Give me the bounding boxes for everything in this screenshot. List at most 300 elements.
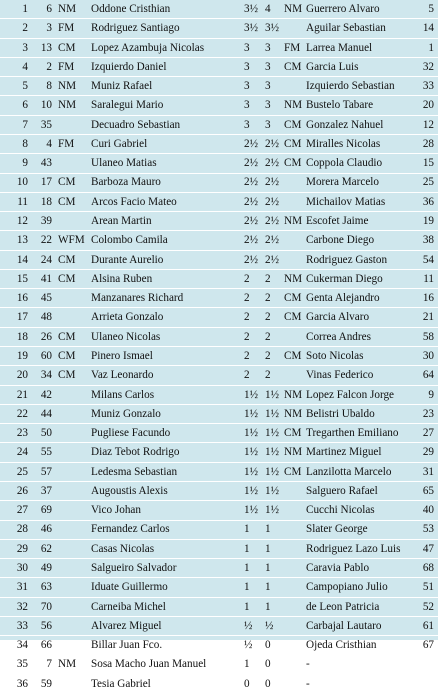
table-row [0,77,438,96]
white-seed: 55 [40,446,52,459]
black-seed: 5 [428,3,434,15]
black-title: CM [284,118,302,131]
black-player-name: Campopiano Julio [306,581,388,594]
white-points: 1½ [244,427,258,440]
white-player-name: Alsina Ruben [91,272,153,285]
white-points: 3 [244,41,250,54]
white-seed: 6 [46,3,52,15]
white-points: 2 [244,272,250,285]
black-points: 1½ [265,407,279,420]
board-number: 7 [22,118,28,131]
board-number: 33 [16,619,28,632]
white-player-name: Arcos Facio Mateo [91,195,177,208]
white-player-name: Arrieta Gonzalo [91,311,164,324]
white-points: 2½ [244,234,258,247]
white-points: 2½ [244,137,258,150]
table-row [0,559,438,578]
black-points: 1½ [265,388,279,401]
black-player-name: Carbajal Lautaro [306,619,382,632]
black-player-name: Coppola Claudio [306,157,383,170]
table-row [0,617,438,636]
white-seed: 50 [40,427,52,440]
black-player-name: de Leon Patricia [306,600,380,613]
white-points: ½ [244,619,253,632]
table-row [0,308,438,327]
white-seed: 37 [40,484,52,497]
white-points: 1 [244,562,250,575]
black-seed: 52 [422,600,434,613]
black-player-name: Lanzilotta Marcelo [306,465,392,478]
white-seed: 13 [40,41,52,54]
black-seed: 58 [422,330,434,343]
black-points: 2½ [265,195,279,208]
black-seed: 38 [422,234,434,247]
white-seed: 4 [46,137,52,150]
white-seed: 26 [40,330,52,343]
table-row [0,443,438,462]
board-number: 35 [16,658,28,671]
black-player-name: - [306,677,310,690]
black-seed: 25 [422,176,434,189]
black-title: CM [284,427,302,440]
black-points: 2 [265,272,271,285]
white-seed: 60 [40,349,52,362]
black-points: 3 [265,60,271,73]
white-player-name: Iduate Guillermo [91,581,168,594]
white-seed: 7 [46,658,52,671]
black-player-name: Rodriguez Gaston [306,253,388,266]
white-seed: 44 [40,407,52,420]
black-seed: 11 [423,272,434,285]
board-number: 22 [16,407,28,420]
white-player-name: Ledesma Sebastian [91,465,178,478]
white-seed: 66 [40,639,52,652]
black-player-name: Tregarthen Emiliano [306,427,399,440]
black-points: 1 [265,600,271,613]
white-seed: 18 [40,195,52,208]
white-player-name: Tesia Gabriel [91,677,151,690]
black-seed: 32 [422,60,434,73]
black-points: 2 [265,330,271,343]
board-number: 6 [22,99,28,112]
black-seed: 65 [422,484,434,497]
white-seed: 62 [40,542,52,555]
board-number: 34 [16,639,28,652]
white-player-name: Barboza Mauro [91,176,161,189]
table-row [0,520,438,539]
board-number: 27 [16,504,28,517]
black-seed: 61 [422,619,434,632]
white-seed: 56 [40,619,52,632]
table-row [0,598,438,617]
white-seed: 48 [40,311,52,324]
white-title: NM [58,3,77,15]
black-seed: 64 [422,369,434,382]
white-player-name: Decuadro Sebastian [91,118,181,131]
black-points: ½ [265,619,274,632]
black-points: 1 [265,523,271,536]
board-number: 8 [22,137,28,150]
table-row [0,636,438,655]
white-points: 2½ [244,195,258,208]
black-points: 1 [265,542,271,555]
white-title: CM [58,195,76,208]
white-seed: 35 [40,118,52,131]
black-seed: 36 [422,195,434,208]
black-seed: 54 [422,253,434,266]
table-row [0,173,438,192]
black-player-name: Morera Marcelo [306,176,379,189]
black-seed: 51 [422,581,434,594]
white-player-name: Pinero Ismael [91,349,153,362]
white-seed: 57 [40,465,52,478]
board-number: 36 [16,677,28,690]
black-points: 1½ [265,484,279,497]
white-player-name: Augoustis Alexis [91,484,168,497]
white-title: FM [58,60,75,73]
white-points: 1 [244,523,250,536]
black-title: NM [284,215,303,228]
white-title: NM [58,99,77,112]
white-points: 2½ [244,215,258,228]
black-points: 0 [265,677,271,690]
table-row [0,270,438,289]
board-number: 1 [22,3,28,15]
table-row [0,405,438,424]
white-player-name: Salgueiro Salvador [91,562,177,575]
table-row [0,0,438,19]
white-player-name: Vico Johan [91,504,141,517]
board-number: 12 [16,215,28,228]
black-player-name: Rodriguez Lazo Luis [306,542,401,555]
black-player-name: Salguero Rafael [306,484,378,497]
table-row [0,463,438,482]
white-points: 1½ [244,446,258,459]
black-player-name: Larrea Manuel [306,41,373,54]
white-seed: 59 [40,677,52,690]
table-row [0,96,438,115]
black-points: 2½ [265,234,279,247]
board-number: 19 [16,349,28,362]
white-player-name: Carneiba Michel [91,600,166,613]
white-points: 3 [244,99,250,112]
white-player-name: Billar Juan Fco. [91,639,163,652]
black-title: FM [284,41,301,54]
board-number: 13 [16,234,28,247]
white-player-name: Pugliese Facundo [91,427,171,440]
black-seed: 1 [428,41,434,54]
white-player-name: Fernandez Carlos [91,523,170,536]
white-player-name: Ulaneo Matias [91,157,157,170]
white-title: CM [58,272,76,285]
black-player-name: Aguilar Sebastian [306,22,386,35]
black-seed: 47 [422,542,434,555]
white-player-name: Durante Aurelio [91,253,164,266]
black-player-name: Gonzalez Nahuel [306,118,384,131]
black-player-name: Soto Nicolas [306,349,364,362]
black-player-name: Martinez Miguel [306,446,382,459]
white-points: 1 [244,600,250,613]
black-title: NM [284,99,303,112]
black-points: 2½ [265,253,279,266]
white-title: CM [58,253,76,266]
board-number: 3 [22,41,28,54]
white-player-name: Muniz Rafael [91,80,153,93]
board-number: 20 [16,369,28,382]
board-number: 23 [16,427,28,440]
black-seed: 30 [422,349,434,362]
black-player-name: Caravia Pablo [306,562,370,575]
black-points: 2½ [265,137,279,150]
white-points: 2 [244,349,250,362]
table-row [0,154,438,173]
white-seed: 45 [40,292,52,305]
white-player-name: Curi Gabriel [91,137,148,150]
table-row [0,58,438,77]
board-number: 29 [16,542,28,555]
white-title: NM [58,658,77,671]
board-number: 25 [16,465,28,478]
black-seed: 16 [422,292,434,305]
white-title: CM [58,349,76,362]
white-points: 2½ [244,176,258,189]
white-seed: 69 [40,504,52,517]
table-row [0,193,438,212]
black-points: 1 [265,562,271,575]
black-player-name: Correa Andres [306,330,371,343]
board-number: 31 [16,581,28,594]
table-row [0,366,438,385]
white-seed: 49 [40,562,52,575]
white-points: 3 [244,118,250,131]
black-points: 1½ [265,504,279,517]
table-row [0,328,438,347]
table-row [0,501,438,520]
white-seed: 43 [40,157,52,170]
black-points: 1½ [265,446,279,459]
black-points: 2 [265,369,271,382]
black-player-name: Cucchi Nicolas [306,504,375,517]
table-row [0,135,438,154]
white-seed: 39 [40,215,52,228]
black-title: NM [284,407,303,420]
white-points: 2 [244,292,250,305]
black-title: CM [284,349,302,362]
black-player-name: Cukerman Diego [306,272,383,285]
black-title: NM [284,272,303,285]
board-number: 14 [16,253,28,266]
white-points: 1½ [244,484,258,497]
black-player-name: Garcia Alvaro [306,311,370,324]
board-number: 30 [16,562,28,575]
black-points: 1 [265,581,271,594]
white-player-name: Rodriguez Santiago [91,22,180,35]
white-player-name: Diaz Tebot Rodrigo [91,446,180,459]
white-points: 1½ [244,504,258,517]
board-number: 15 [16,272,28,285]
black-points: 3 [265,118,271,131]
black-player-name: Michailov Matias [306,195,386,208]
board-number: 21 [16,388,28,401]
table-row [0,116,438,135]
white-points: 1½ [244,465,258,478]
white-seed: 22 [40,234,52,247]
white-player-name: Sosa Macho Juan Manuel [91,658,207,671]
table-row [0,578,438,597]
black-points: 2½ [265,215,279,228]
black-title: NM [284,388,303,401]
black-player-name: - [306,658,310,671]
table-row [0,424,438,443]
black-points: 4 [265,3,271,15]
white-player-name: Vaz Leonardo [91,369,154,382]
white-seed: 17 [40,176,52,189]
board-number: 4 [22,60,28,73]
white-points: 2½ [244,253,258,266]
black-points: 3½ [265,22,279,35]
black-seed: 29 [422,446,434,459]
table-row [0,212,438,231]
white-seed: 2 [46,60,52,73]
white-seed: 42 [40,388,52,401]
table-row [0,39,438,58]
board-number: 16 [16,292,28,305]
board-number: 10 [16,176,28,189]
board-number: 5 [22,80,28,93]
black-seed: 15 [422,157,434,170]
black-player-name: Vinas Federico [306,369,374,382]
white-seed: 46 [40,523,52,536]
board-number: 11 [17,195,28,208]
black-points: 3 [265,99,271,112]
black-title: CM [284,311,302,324]
white-player-name: Manzanares Richard [91,292,184,305]
black-seed: 23 [422,407,434,420]
white-seed: 3 [46,22,52,35]
table-row [0,231,438,250]
white-title: WFM [58,234,85,247]
white-title: CM [58,41,76,54]
black-seed: 67 [422,639,434,652]
black-points: 2 [265,292,271,305]
white-title: FM [58,137,75,150]
black-player-name: Genta Alejandro [306,292,380,305]
black-title: CM [284,292,302,305]
black-points: 0 [265,639,271,652]
white-points: 3½ [244,3,258,15]
black-points: 1½ [265,427,279,440]
white-points: 2 [244,330,250,343]
black-points: 3 [265,41,271,54]
black-points: 3 [265,80,271,93]
black-points: 1½ [265,465,279,478]
black-seed: 12 [422,118,434,131]
white-player-name: Colombo Camila [91,234,168,247]
white-points: 2 [244,369,250,382]
white-title: CM [58,369,76,382]
black-title: CM [284,60,302,73]
table-row [0,347,438,366]
white-player-name: Ulaneo Nicolas [91,330,161,343]
white-points: 1 [244,658,250,671]
white-points: 1½ [244,388,258,401]
board-number: 17 [16,311,28,324]
white-seed: 24 [40,253,52,266]
table-row [0,675,438,694]
black-seed: 27 [422,427,434,440]
table-row [0,655,438,674]
black-seed: 31 [422,465,434,478]
black-seed: 33 [422,80,434,93]
black-points: 2½ [265,157,279,170]
black-player-name: Slater George [306,523,368,536]
white-points: 3½ [244,22,258,35]
black-seed: 19 [422,215,434,228]
white-points: 1 [244,542,250,555]
white-player-name: Oddone Cristhian [91,3,171,15]
black-player-name: Miralles Nicolas [306,137,381,150]
table-row [0,386,438,405]
board-number: 18 [16,330,28,343]
black-title: CM [284,137,302,150]
white-seed: 8 [46,80,52,93]
white-player-name: Saralegui Mario [91,99,164,112]
white-player-name: Izquierdo Daniel [91,60,167,73]
white-points: 0 [244,677,250,690]
black-player-name: Belistri Ubaldo [306,407,375,420]
white-title: NM [58,80,77,93]
board-number: 28 [16,523,28,536]
black-player-name: Guerrero Alvaro [306,3,380,15]
white-points: 3 [244,80,250,93]
black-seed: 14 [422,22,434,35]
white-points: 1½ [244,407,258,420]
white-player-name: Casas Nicolas [91,542,155,555]
black-player-name: Garcia Luis [306,60,359,73]
table-row [0,540,438,559]
white-points: 3 [244,60,250,73]
black-seed: 9 [428,388,434,401]
white-title: CM [58,176,76,189]
black-player-name: Bustelo Tabare [306,99,374,112]
board-number: 2 [22,22,28,35]
black-player-name: Ojeda Cristhian [306,639,377,652]
white-seed: 63 [40,581,52,594]
white-player-name: Milans Carlos [91,388,155,401]
black-seed: 28 [422,137,434,150]
white-seed: 34 [40,369,52,382]
black-seed: 20 [422,99,434,112]
black-seed: 68 [422,562,434,575]
black-player-name: Lopez Falcon Jorge [306,388,395,401]
board-number: 26 [16,484,28,497]
white-player-name: Lopez Azambuja Nicolas [91,41,205,54]
black-player-name: Carbone Diego [306,234,375,247]
black-player-name: Izquierdo Sebastian [306,80,395,93]
black-points: 2 [265,311,271,324]
white-seed: 10 [40,99,52,112]
black-title: CM [284,157,302,170]
white-seed: 41 [40,272,52,285]
table-row [0,19,438,38]
black-points: 2 [265,349,271,362]
white-points: 1 [244,581,250,594]
black-title: CM [284,465,302,478]
white-points: ½ [244,639,253,652]
board-number: 32 [16,600,28,613]
white-player-name: Alvarez Miguel [91,619,162,632]
white-player-name: Muniz Gonzalo [91,407,161,420]
